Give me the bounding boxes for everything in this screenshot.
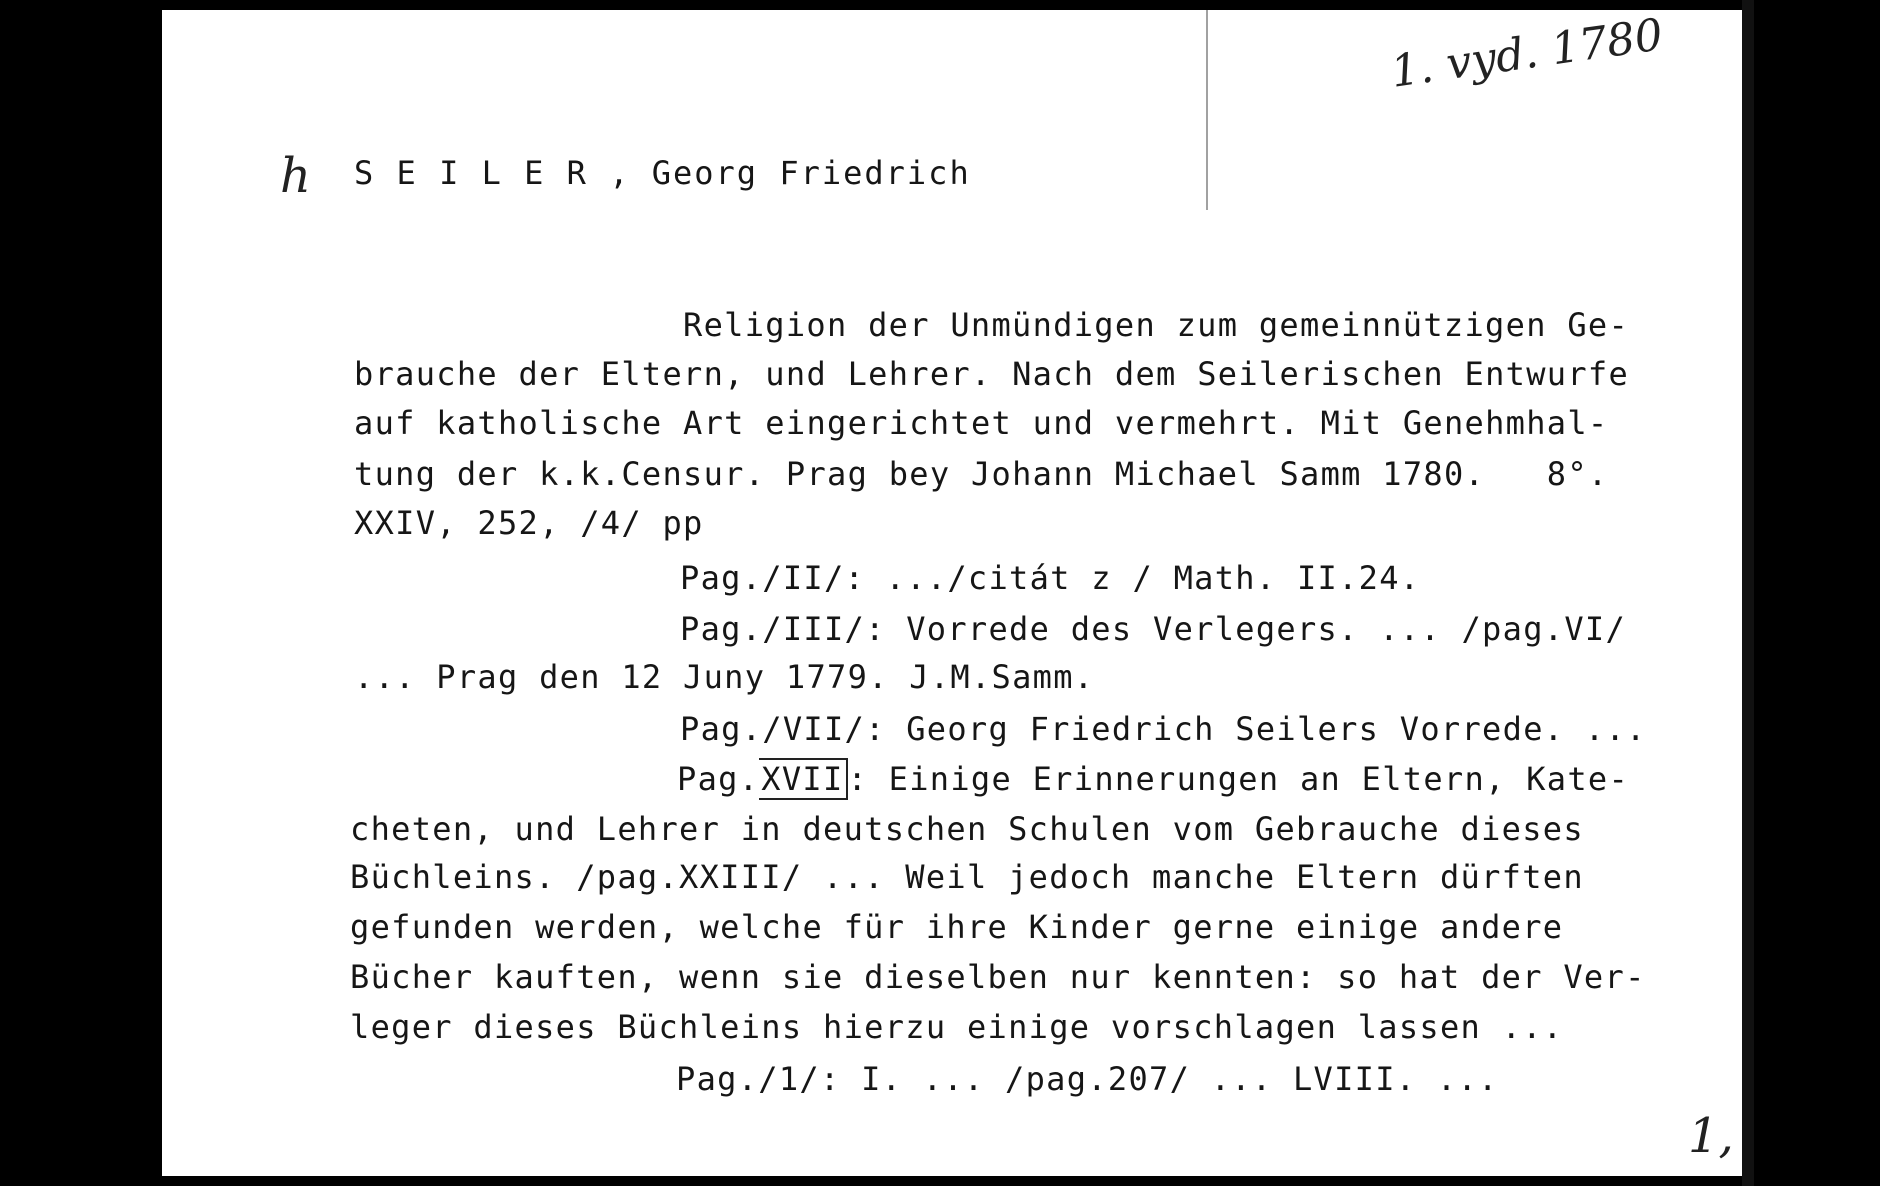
handwritten-edition-note: 1. vyd. 1780: [1387, 9, 1667, 98]
author-surname: S E I L E R: [354, 154, 588, 192]
author-separator: ,: [609, 154, 631, 192]
note-page-xvii-prefix: Pag.: [677, 760, 760, 798]
note-page-xvii: [677, 758, 1629, 800]
note-page-vii: Pag./VII/: Georg Friedrich Seilers Vorrede. ...: [680, 710, 1647, 748]
handwritten-page-number: 1,: [1688, 1108, 1734, 1164]
note-page-1: Pag./1/: I. ... /pag.207/ ... LVIII. ...: [676, 1060, 1499, 1098]
title-line-2: brauche der Eltern, und Lehrer. Nach dem Seilerischen Entwurfe: [354, 355, 1630, 393]
note-page-xvii-line-2: cheten, und Lehrer in deutschen Schulen vom Gebrauche dieses: [350, 810, 1584, 848]
note-page-xvii-text: : Einige Erinnerungen an Eltern, Kate-: [847, 760, 1630, 798]
title-line-3: auf katholische Art eingerichtet und vermehrt. Mit Genehmhal-: [354, 404, 1609, 442]
note-page-iii-cont: ... Prag den 12 Juny 1779. J.M.Samm.: [354, 658, 1095, 696]
note-page-xvii-line-5: Bücher kauften, wenn sie dieselben nur kennten: so hat der Ver-: [350, 958, 1646, 996]
card-edge: [1742, 0, 1754, 1186]
boxed-page-number: XVII: [759, 758, 847, 800]
note-page-iii: Pag./III/: Vorrede des Verlegers. ... /pag.VI/: [680, 610, 1627, 648]
note-page-xvii-line-4: gefunden werden, welche für ihre Kinder gerne einige andere: [350, 908, 1564, 946]
note-page-xvii-line-3: Büchleins. /pag.XXIII/ ... Weil jedoch manche Eltern dürften: [350, 858, 1584, 896]
author-given-names: Georg Friedrich: [651, 154, 971, 192]
collation-line: XXIV, 252, /4/ pp: [354, 504, 704, 542]
title-line-1: Religion der Unmündigen zum gemeinnützigen Ge-: [683, 306, 1630, 344]
note-page-xvii-line-6: leger dieses Büchleins hierzu einige vorschlagen lassen ...: [350, 1008, 1564, 1046]
note-page-ii: Pag./II/: .../citát z / Math. II.24.: [680, 559, 1421, 597]
author-heading: [354, 154, 971, 192]
handwritten-prefix: h: [280, 148, 311, 204]
fold-mark: [1206, 10, 1208, 210]
imprint-line: tung der k.k.Censur. Prag bey Johann Michael Samm 1780. 8°.: [354, 455, 1609, 493]
